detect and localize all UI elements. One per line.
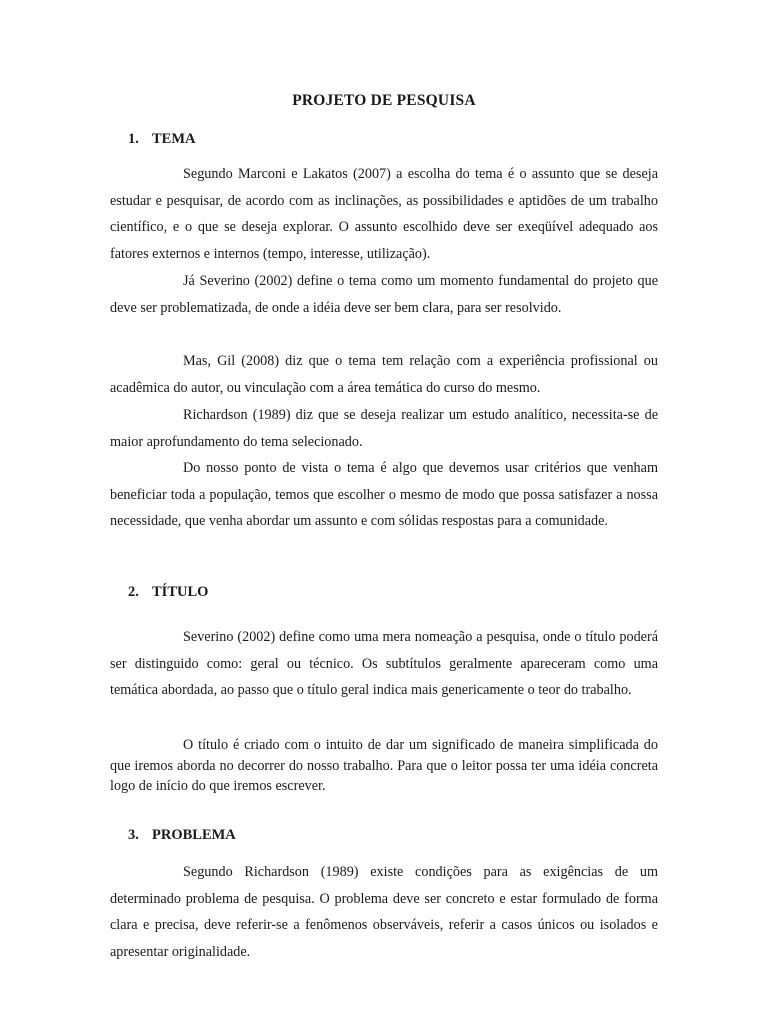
paragraph-tema-5: Do nosso ponto de vista o tema é algo que devemos usar critérios que venham beneficiar toda a população, temos que escolher o mesmo de modo que possa satisfazer a nossa necessidade, que venha abordar um assunto e com sólidas respostas para a comunidade. [110,460,658,530]
paragraph-tema-3: Mas, Gil (2008) diz que o tema tem relação com a experiência profissional ou acadêmica do autor, ou vinculação com a área temática do curso do mesmo. [110,353,658,396]
paragraph-titulo-1: Severino (2002) define como uma mera nomeação a pesquisa, onde o título poderá ser distinguido como: geral ou técnico. Os subtítulos geralmente apareceram como uma temática abordada, ao passo que o título geral indica mais genericamente o teor do trabalho. [110,629,658,699]
section-heading-tema [128,131,196,148]
paragraph-tema-4: Richardson (1989) diz que se deseja realizar um estudo analítico, necessita-se de maior aprofundamento do tema selecionado. [110,407,658,450]
section-number: 2. [128,584,139,600]
section-heading-problema [128,827,236,844]
document-title: PROJETO DE PESQUISA [292,92,476,109]
section-number: 3. [128,827,139,843]
paragraph-tema-1: Segundo Marconi e Lakatos (2007) a escolha do tema é o assunto que se deseja estudar e pesquisar, de acordo com as inclinações, as possibilidades e aptidões de um trabalho científico, e o que se deseja explorar. O assunto escolhido deve ser exeqüível adequado aos fatores externos e internos (tempo, interesse, utilização). [110,166,658,263]
paragraph-problema-1: Segundo Richardson (1989) existe condições para as exigências de um determinado problema de pesquisa. O problema deve ser concreto e estar formulado de forma clara e precisa, deve referir-se a fenômenos observáveis, referir a casos únicos ou isolados e apresentar originalidade. [110,864,658,961]
section-number: 1. [128,131,139,147]
paragraph-tema-2: Já Severino (2002) define o tema como um momento fundamental do projeto que deve ser problematizada, de onde a idéia deve ser bem clara, para ser resolvido. [110,273,658,316]
section-heading-titulo [128,584,208,601]
section-title: TEMA [152,131,196,147]
section-title: PROBLEMA [152,827,236,843]
paragraph-titulo-2: O título é criado com o intuito de dar um significado de maneira simplificada do que iremos aborda no decorrer do nosso trabalho. Para que o leitor possa ter uma idéia concreta logo de início do que iremos escrever. [110,737,658,794]
section-title: TÍTULO [152,584,209,600]
